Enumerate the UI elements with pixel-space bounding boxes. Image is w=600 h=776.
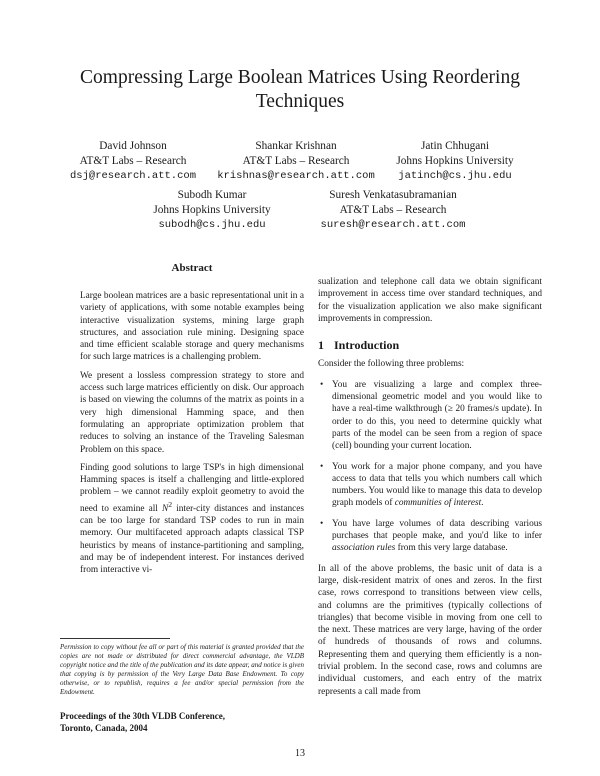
left-column	[80, 262, 304, 583]
permission-notice: Permission to copy without fee all or part of this material is granted provided that the copies are not made or distributed for direct commercial advantage, the VLDB copyright notice and the title of the publication and its date appear, and notice is given that copying is by permission of the Very Large Data Base Endowment. To copy otherwise, or to republish, requires a fee and/or special permission from the Endowment.	[60, 643, 304, 696]
author-affiliation: AT&T Labs – Research	[79, 154, 187, 167]
author-email: jatinch@cs.jhu.edu	[398, 169, 512, 182]
proceedings-note: Proceedings of the 30th VLDB Conference, Toronto, Canada, 2004	[60, 711, 225, 733]
author-email: suresh@research.att.com	[320, 218, 466, 231]
abstract-paragraph-continued: sualization and telephone call data we obtain significant improvement in access time over standard techniques, and for the visualization application we also make significant improvements in compression.	[318, 277, 542, 324]
author-name: Shankar Krishnan	[255, 140, 337, 152]
author-block	[298, 188, 488, 232]
author-block	[211, 139, 381, 183]
list-item: • You have large volumes of data describing various purchases that people make, and you'd like to infer association rules from this very large database.	[320, 518, 542, 554]
author-block	[127, 188, 297, 232]
author-block	[48, 139, 218, 183]
abstract-paragraph: Finding good solutions to large TSP's in high dimensional Hamming spaces is itself a challenging and little-explored problem – we cannot readily exploit geometry to avoid the need to examine all $N^2$ inter-city distances and instances can be too large for standard TSP codes to run in main memory. Our multifaceted approach adapts classical TSP heuristics by means of instance-partitioning and sampling, and may be of independent interest. For instances derived from interactive vi-	[80, 462, 304, 576]
author-name: Jatin Chhugani	[420, 140, 490, 152]
author-affiliation: Johns Hopkins University	[153, 203, 271, 216]
section-heading-introduction: 1 Introduction	[318, 338, 400, 353]
bullet-icon: •	[320, 518, 324, 529]
author-name: Subodh Kumar	[177, 189, 247, 201]
author-name: David Johnson	[99, 140, 167, 152]
bullet-icon: •	[320, 379, 324, 390]
paper-title: Compressing Large Boolean Matrices Using Reordering Techniques	[80, 67, 520, 112]
author-email: krishnas@research.att.com	[217, 169, 375, 182]
author-affiliation: AT&T Labs – Research	[242, 154, 350, 167]
abstract-body	[80, 290, 304, 577]
author-affiliation: AT&T Labs – Research	[339, 203, 447, 216]
intro-lead: Consider the following three problems:	[318, 359, 465, 370]
abstract-paragraph: We present a lossless compression strategy to store and access such large matrices efficiently on disk. Our approach is based on viewing the columns of the matrix as points in a very high dimensional Hamming space, and then formulating an appropriate optimization problem that reduces to solving an instance of the Traveling Salesman Problem on this space.	[80, 370, 304, 455]
list-item: • You are visualizing a large and complex three-dimensional geometric model and you would like to have a real-time walkthrough (≥ 20 frames/s update). In order to do this, you need to determine quickly what parts of the model can be seen from a region of space (cell) bounding your current location.	[320, 379, 542, 452]
page-number: 13	[295, 748, 305, 759]
author-name: Suresh Venkatasubramanian	[329, 189, 457, 201]
right-column	[318, 276, 542, 704]
intro-paragraph: In all of the above problems, the basic unit of data is a large, disk-resident matrix of ones and zeros. In the first case, rows correspond to transitions between view cells, and columns are the primitives (typically collections of triangles) that become visible in moving from one cell to the next. These matrices are very large, having of the order of hundreds of thousands of rows and columns. Representing them and querying them efficiently is a non-trivial problem. In the second case, rows and columns are individual customers, and each entry of the matrix represents a call made from	[318, 563, 542, 697]
abstract-heading: Abstract	[171, 262, 213, 274]
problem-list	[318, 379, 542, 555]
abstract-paragraph: Large boolean matrices are a basic representational unit in a variety of applications, with some notable examples being interactive visualization systems, mining large graph structures, and association rule mining. Designing space and time efficient scalable storage and query mechanisms for such large matrices is a challenging problem.	[80, 291, 304, 363]
footnote-rule	[60, 638, 170, 639]
author-affiliation: Johns Hopkins University	[396, 154, 514, 167]
author-email: dsj@research.att.com	[69, 169, 197, 182]
author-block	[370, 139, 540, 183]
bullet-icon: •	[320, 461, 324, 472]
list-item: • You work for a major phone company, and you have access to data that tells you which numbers call which numbers. You would like to manage this data to develop graph models of communities of interest.	[320, 461, 542, 509]
author-email: subodh@cs.jhu.edu	[158, 218, 266, 231]
